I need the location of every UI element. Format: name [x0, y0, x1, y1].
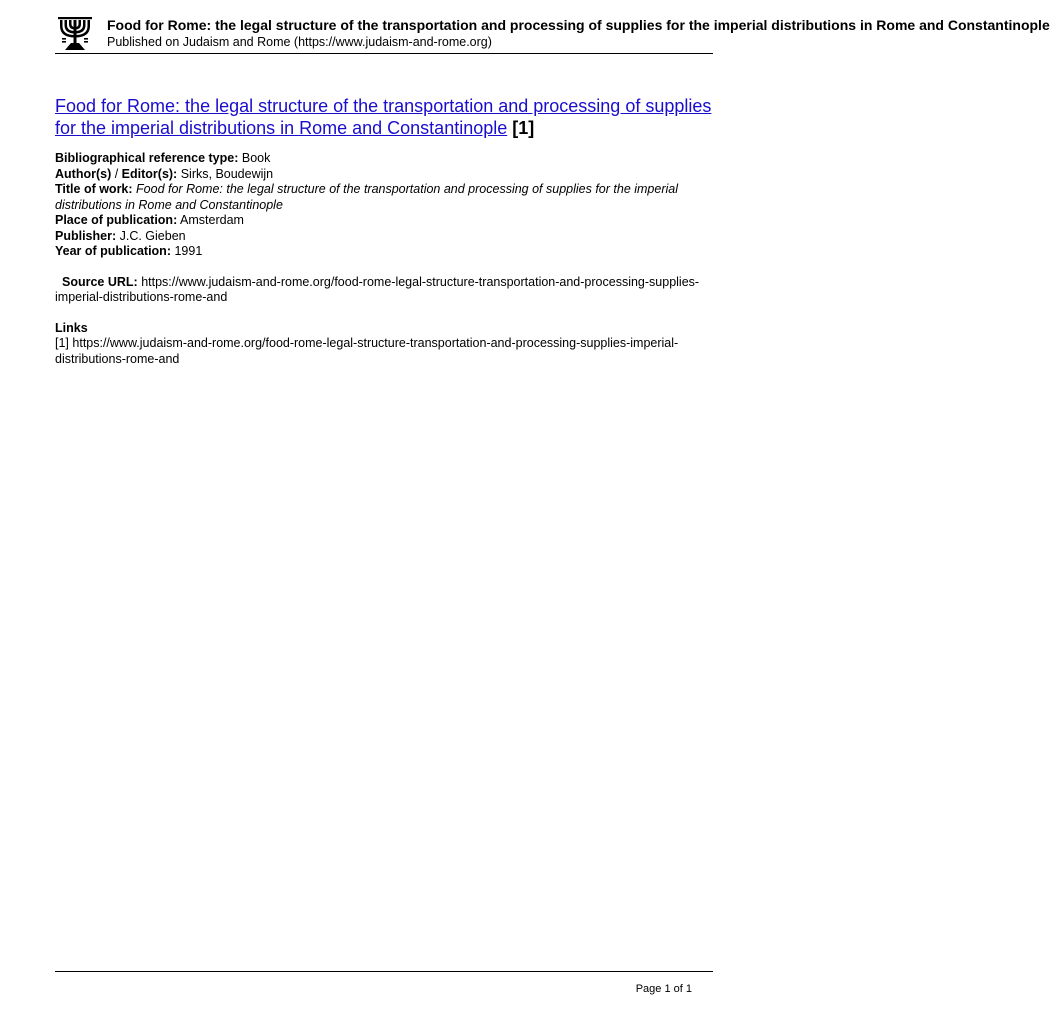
field-year-of-publication [55, 244, 715, 260]
field-label: Bibliographical reference type: [55, 151, 239, 165]
link-url: https://www.judaism-and-rome.org/food-rome-legal-structure-transportation-and-processing-supplies-imperial-distributions-rome-and [55, 336, 679, 366]
link-item [55, 336, 715, 367]
field-authors [55, 167, 715, 183]
header-divider [55, 53, 713, 54]
title-reference: [1] [512, 118, 535, 138]
menorah-logo-icon [55, 14, 95, 52]
page-number: Page 1 of 1 [635, 983, 692, 995]
footer-divider [55, 971, 713, 972]
field-separator: / [111, 166, 122, 181]
field-label: Publisher: [55, 228, 117, 243]
field-value: Amsterdam [180, 213, 244, 227]
field-label: Place of publication: [55, 213, 178, 227]
field-value: 1991 [174, 244, 203, 258]
field-label: Title of work: [55, 182, 133, 196]
field-publisher [55, 229, 715, 245]
field-value: J.C. Gieben [119, 228, 186, 243]
field-value: Book [241, 151, 271, 165]
links-heading: Links [55, 320, 88, 335]
page-title [55, 95, 715, 139]
page-header [55, 12, 1050, 54]
field-title-of-work [55, 182, 715, 213]
document-content [55, 95, 715, 367]
field-place-of-publication [55, 213, 715, 229]
field-reference-type [55, 151, 715, 167]
source-url-value: https://www.judaism-and-rome.org/food-rome-legal-structure-transportation-and-processing-supplies-imperial-distributions-rome-and [55, 274, 700, 304]
source-url [55, 275, 715, 306]
title-link[interactable]: Food for Rome: the legal structure of the transportation and processing of supplies for the imperial distributions in Rome and Constantinople [55, 96, 712, 138]
field-label: Year of publication: [55, 244, 171, 258]
header-title: Food for Rome: the legal structure of the transportation and processing of supplies for the imperial distributions in Rome and Constantinople [107, 17, 1050, 33]
source-url-label: Source URL: [62, 274, 138, 289]
field-value: Food for Rome: the legal structure of the transportation and processing of supplies for the imperial distributions in Rome and Constantinople [55, 182, 679, 212]
field-value: Sirks, Boudewijn [180, 166, 274, 181]
published-on: Published on Judaism and Rome (https://www.judaism-and-rome.org) [107, 35, 492, 49]
link-ref: [1] [55, 336, 69, 350]
field-label: Author(s) [55, 166, 112, 181]
field-label-editors: Editor(s): [121, 166, 178, 181]
